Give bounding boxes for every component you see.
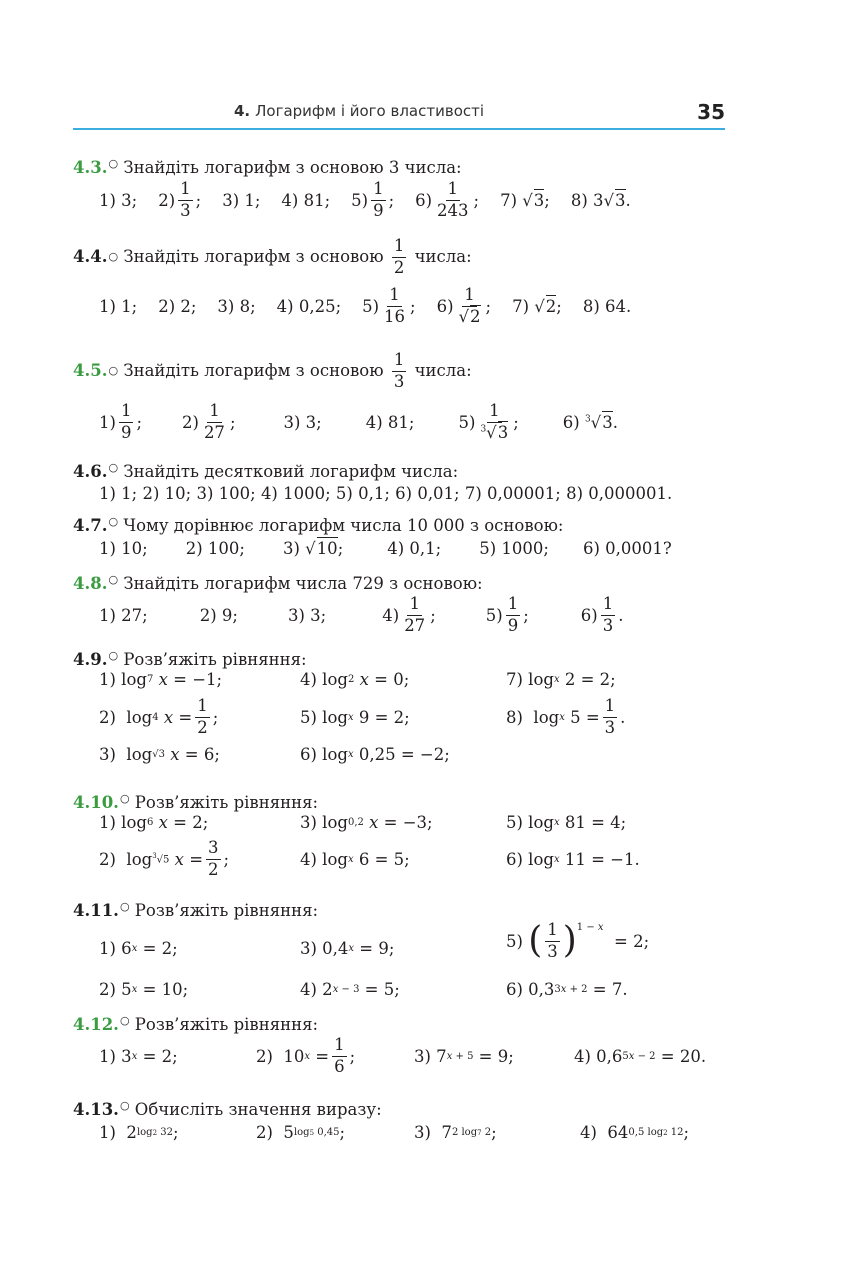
- eq-4-9-8: 8) log x 5 = $\frac{1}{3}$ .: [506, 696, 626, 737]
- exercise-4-13: 4.13.○ Обчисліть значення виразу:: [73, 1099, 382, 1119]
- exercise-4-4: 4.4. ○ Знайдіть логарифм з основою $\frac{1}{2}$ числа:: [73, 236, 472, 277]
- exercise-number: 4.3.: [73, 158, 108, 177]
- exercise-4-7: 4.7.○ Чому дорівнює логарифм числа 10 000 з основою:: [73, 515, 564, 535]
- exercise-text: Знайдіть логарифм числа 729 з основою:: [123, 574, 483, 593]
- exercise-text: Знайдіть логарифм з основою: [123, 247, 384, 266]
- exercise-4-10: 4.10.○ Розв’яжіть рівняння:: [73, 792, 319, 812]
- exercise-4-5-items: 1) $\frac{1}{9}$ ; 2) $\frac{1}{27}$ ; 3) 3; 4) 81; 5) $\frac{1}{^3√3}$ ; 6) $^3$√3.: [99, 401, 618, 442]
- exercise-4-8: 4.8.○ Знайдіть логарифм числа 729 з основою:: [73, 573, 483, 593]
- exercise-text: Обчисліть значення виразу:: [134, 1100, 382, 1119]
- eq-4-10-6: 6) log x 11 = −1.: [506, 850, 640, 869]
- exercise-number: 4.5.: [73, 361, 108, 380]
- eq-4-11-4: 4) 2 x − 3 = 5;: [300, 980, 400, 999]
- exercise-text: Чому дорівнює логарифм числа 10 000 з основою:: [123, 516, 564, 535]
- exercise-text: Розв’яжіть рівняння:: [123, 650, 307, 669]
- eq-4-11-2: 2) 5 x = 10;: [99, 980, 189, 999]
- exercise-text: Розв’яжіть рівняння:: [134, 901, 319, 920]
- exercise-4-9: 4.9.○ Розв’яжіть рівняння:: [73, 649, 307, 669]
- exercise-text-end: числа:: [414, 361, 472, 380]
- exercise-4-12: 4.12.○ Розв’яжіть рівняння:: [73, 1014, 319, 1034]
- page-number: 35: [697, 100, 725, 124]
- chapter-title: [73, 102, 645, 120]
- eq-4-9-1: 1) log 7 x = −1;: [99, 670, 223, 689]
- exercise-4-6: 4.6.○ Знайдіть десятковий логарифм числа:: [73, 461, 459, 481]
- exercise-4-3-items: 1) 3; 2) $\frac{1}{3}$ ; 3) 1; 4) 81; 5) $\frac{1}{9}$ ; 6) $\frac{1}{243}$ ; 7) √3; 8) 3√3.: [99, 179, 631, 220]
- exercise-number: 4.11.: [73, 901, 119, 920]
- exercise-number: 4.10.: [73, 793, 119, 812]
- chapter-number: 4.: [233, 102, 251, 120]
- exercise-4-7-items: 1) 10; 2) 100; 3) √10; 4) 0,1; 5) 1000; 6) 0,0001?: [99, 539, 672, 558]
- eq-4-10-3: 3) log 0,2 x = −3;: [300, 813, 433, 832]
- exercise-number: 4.12.: [73, 1015, 119, 1034]
- eq-4-9-2: 2) log 4 x = $\frac{1}{2}$ ;: [99, 696, 219, 737]
- exercise-number: 4.4.: [73, 247, 108, 266]
- exercise-4-3: 4.3.○ Знайдіть логарифм з основою 3 числа:: [73, 157, 462, 177]
- exercise-text: Знайдіть десятковий логарифм числа:: [123, 462, 459, 481]
- exercise-text-end: числа:: [414, 247, 472, 266]
- chapter-name: Логарифм і його властивості: [255, 102, 485, 120]
- eq-4-12-1: 1) 3 x = 2;: [99, 1047, 178, 1066]
- expr-4-13-1: 1) 2 log2 32 ;: [99, 1123, 179, 1142]
- exercise-text: Розв’яжіть рівняння:: [134, 793, 319, 812]
- exercise-number: 4.7.: [73, 516, 108, 535]
- expr-4-13-4: 4) 64 0,5 log2 12 ;: [580, 1123, 690, 1142]
- expr-4-13-3: 3) 7 2 log7 2 ;: [414, 1123, 497, 1142]
- exercise-text: Розв’яжіть рівняння:: [134, 1015, 319, 1034]
- exercise-number: 4.6.: [73, 462, 108, 481]
- eq-4-9-4: 4) log 2 x = 0;: [300, 670, 410, 689]
- eq-4-11-5: 5) ( $\frac{1}{3}$ ) 1 − x = 2;: [506, 920, 650, 961]
- expr-4-13-2: 2) 5 log5 0,45 ;: [256, 1123, 346, 1142]
- exercise-number: 4.9.: [73, 650, 108, 669]
- eq-4-10-2: 2) log $^3$√5 x = $\frac{3}{2}$ ;: [99, 838, 230, 879]
- exercise-number: 4.13.: [73, 1100, 119, 1119]
- eq-4-12-2: 2) 10 x = $\frac{1}{6}$ ;: [256, 1035, 356, 1076]
- eq-4-12-4: 4) 0,6 5x − 2 = 20.: [574, 1047, 707, 1066]
- exercise-4-8-items: 1) 27; 2) 9; 3) 3; 4) $\frac{1}{27}$ ; 5) $\frac{1}{9}$ ; 6) $\frac{1}{3}$ .: [99, 594, 624, 635]
- eq-4-10-5: 5) log x 81 = 4;: [506, 813, 627, 832]
- exercise-text: Знайдіть логарифм з основою 3 числа:: [123, 158, 462, 177]
- exercise-4-11: 4.11.○ Розв’яжіть рівняння:: [73, 900, 319, 920]
- eq-4-10-4: 4) log x 6 = 5;: [300, 850, 410, 869]
- eq-4-11-3: 3) 0,4 x = 9;: [300, 939, 395, 958]
- eq-4-11-6: 6) 0,3 3x + 2 = 7.: [506, 980, 628, 999]
- eq-4-9-3: 3) log √3 x = 6;: [99, 745, 220, 764]
- exercise-4-6-items: 1) 1; 2) 10; 3) 100; 4) 1000; 5) 0,1; 6) 0,01; 7) 0,00001; 8) 0,000001.: [99, 484, 673, 503]
- exercise-4-4-items: 1) 1; 2) 2; 3) 8; 4) 0,25; 5) $\frac{1}{16}$ ; 6) $\frac{1}{√2}$ ; 7) √2; 8) 64.: [99, 285, 632, 326]
- page-header: [73, 0, 725, 130]
- exercise-text: Знайдіть логарифм з основою: [123, 361, 384, 380]
- eq-4-10-1: 1) log 6 x = 2;: [99, 813, 209, 832]
- exercise-4-5: 4.5. ○ Знайдіть логарифм з основою $\frac{1}{3}$ числа:: [73, 350, 472, 391]
- eq-4-12-3: 3) 7 x + 5 = 9;: [414, 1047, 514, 1066]
- eq-4-9-6: 6) log x 0,25 = −2;: [300, 745, 450, 764]
- eq-4-9-5: 5) log x 9 = 2;: [300, 708, 410, 727]
- eq-4-9-7: 7) log x 2 = 2;: [506, 670, 616, 689]
- exercise-number: 4.8.: [73, 574, 108, 593]
- eq-4-11-1: 1) 6 x = 2;: [99, 939, 178, 958]
